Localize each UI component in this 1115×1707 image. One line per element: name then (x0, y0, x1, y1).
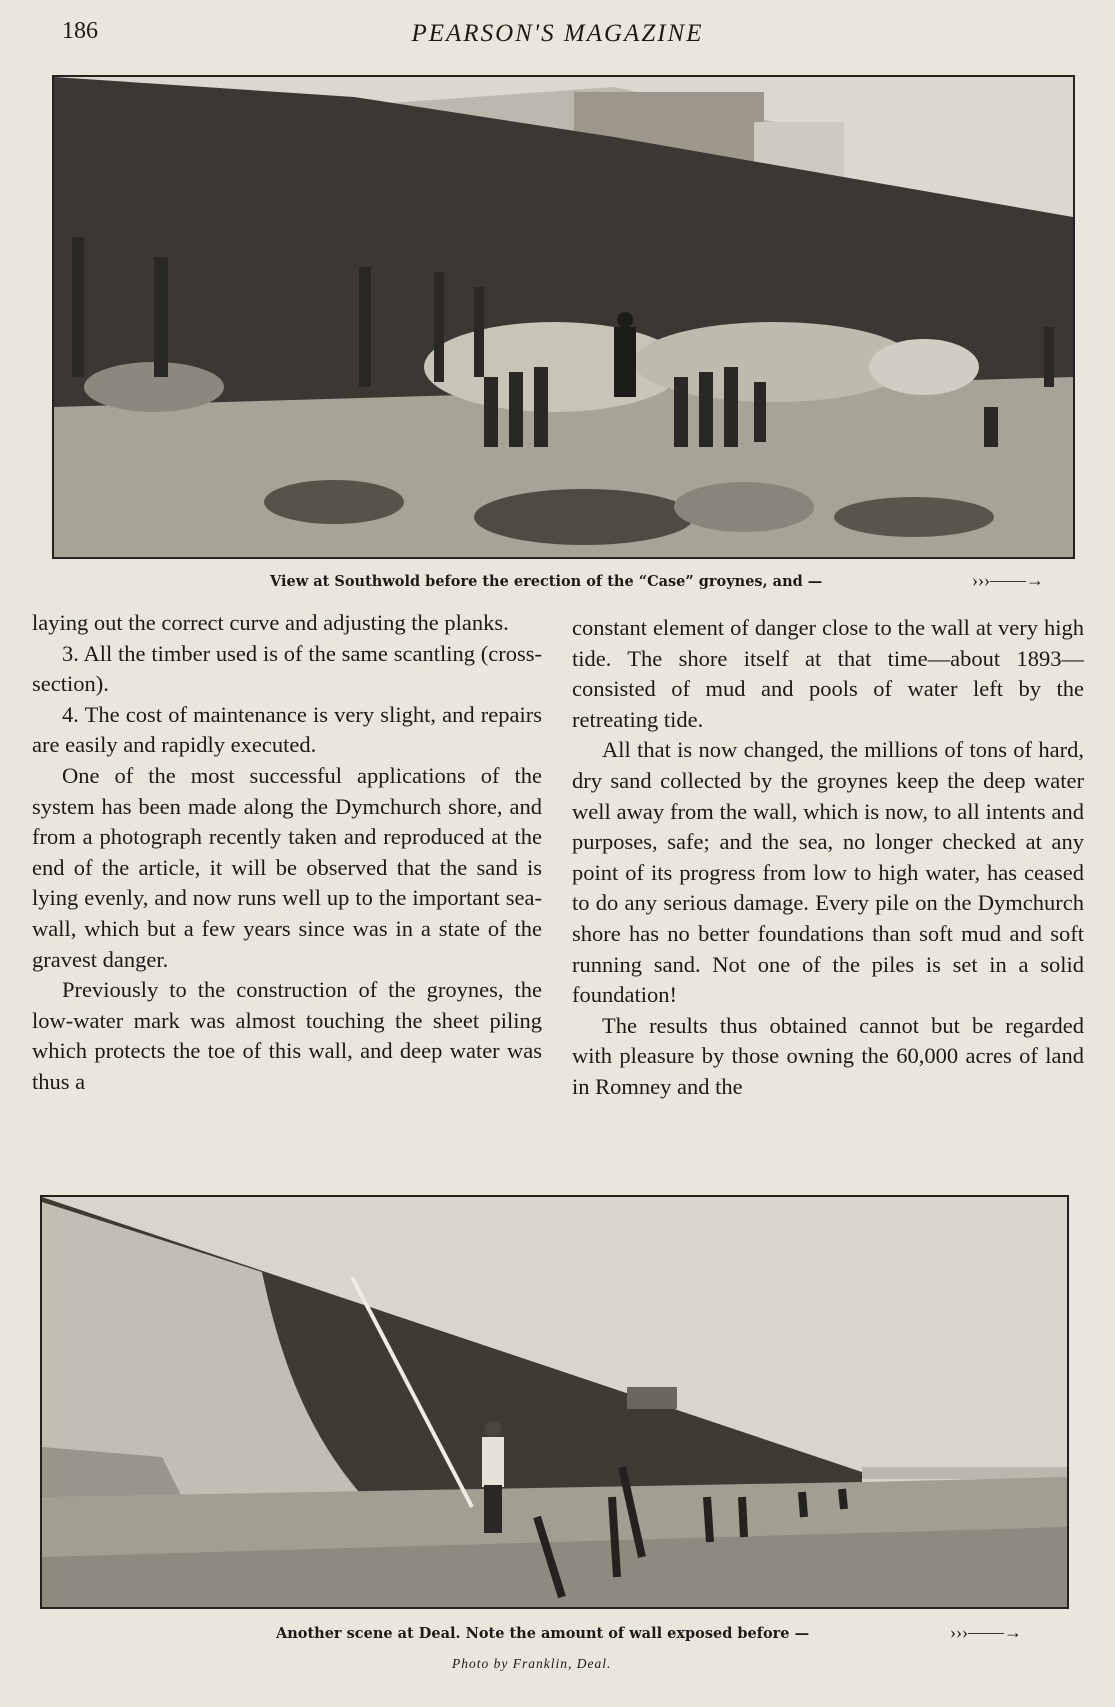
paragraph: laying out the correct curve and adjusting the planks. (32, 610, 509, 635)
paragraph: constant element of danger close to the wall at very high tide. The shore itself at that time—about 1893—consisted of mud and pools of water left by the retreating tide. (572, 615, 1084, 732)
photo-credit: Photo by Franklin, Deal. (452, 1656, 612, 1671)
paragraph: 4. The cost of maintenance is very slight, and repairs are easily and rapidly executed. (32, 701, 542, 758)
running-head: PEARSON'S MAGAZINE (411, 20, 704, 47)
text-column-left (32, 608, 542, 1098)
deal-photo (40, 1195, 1069, 1609)
deal-photo-drawing (42, 1197, 1067, 1607)
paragraph: 3. All the timber used is of the same scantling (cross-section). (32, 640, 542, 697)
page-number: 186 (62, 18, 98, 44)
deal-caption: Another scene at Deal. Note the amount of wall exposed before — (276, 1625, 810, 1642)
continuation-arrow-icon: ›››——→ (972, 570, 1044, 590)
paragraph: One of the most successful applications of the system has been made along the Dymchurch shore, and from a photograph recently taken and reproduced at the end of the article, it will be observed that the sand is lying evenly, and now runs well up to the important sea-wall, which but a few years since was in a state of the gravest danger. (32, 762, 542, 972)
southwold-caption: View at Southwold before the erection of the “Case” groynes, and — (270, 573, 823, 590)
paragraph: The results thus obtained cannot but be regarded with pleasure by those owning the 60,000 acres of land in Romney and the (572, 1012, 1084, 1099)
southwold-photo (52, 75, 1075, 559)
paragraph: All that is now changed, the millions of tons of hard, dry sand collected by the groynes keep the deep water well away from the wall, which is now, to all intents and purposes, safe; and the sea, no longer checked at any point of its progress from low to high water, has ceased to do any serious damage. Every pile on the Dymchurch shore has no better foundations than soft mud and soft running sand. Not one of the piles is set in a solid foundation! (572, 737, 1084, 1008)
southwold-photo-drawing (54, 77, 1073, 557)
continuation-arrow-icon: ›››——→ (950, 1622, 1022, 1642)
text-column-right (572, 613, 1084, 1103)
paragraph: Previously to the construction of the groynes, the low-water mark was almost touching the sheet piling which protects the toe of this wall, and deep water was thus a (32, 977, 542, 1094)
